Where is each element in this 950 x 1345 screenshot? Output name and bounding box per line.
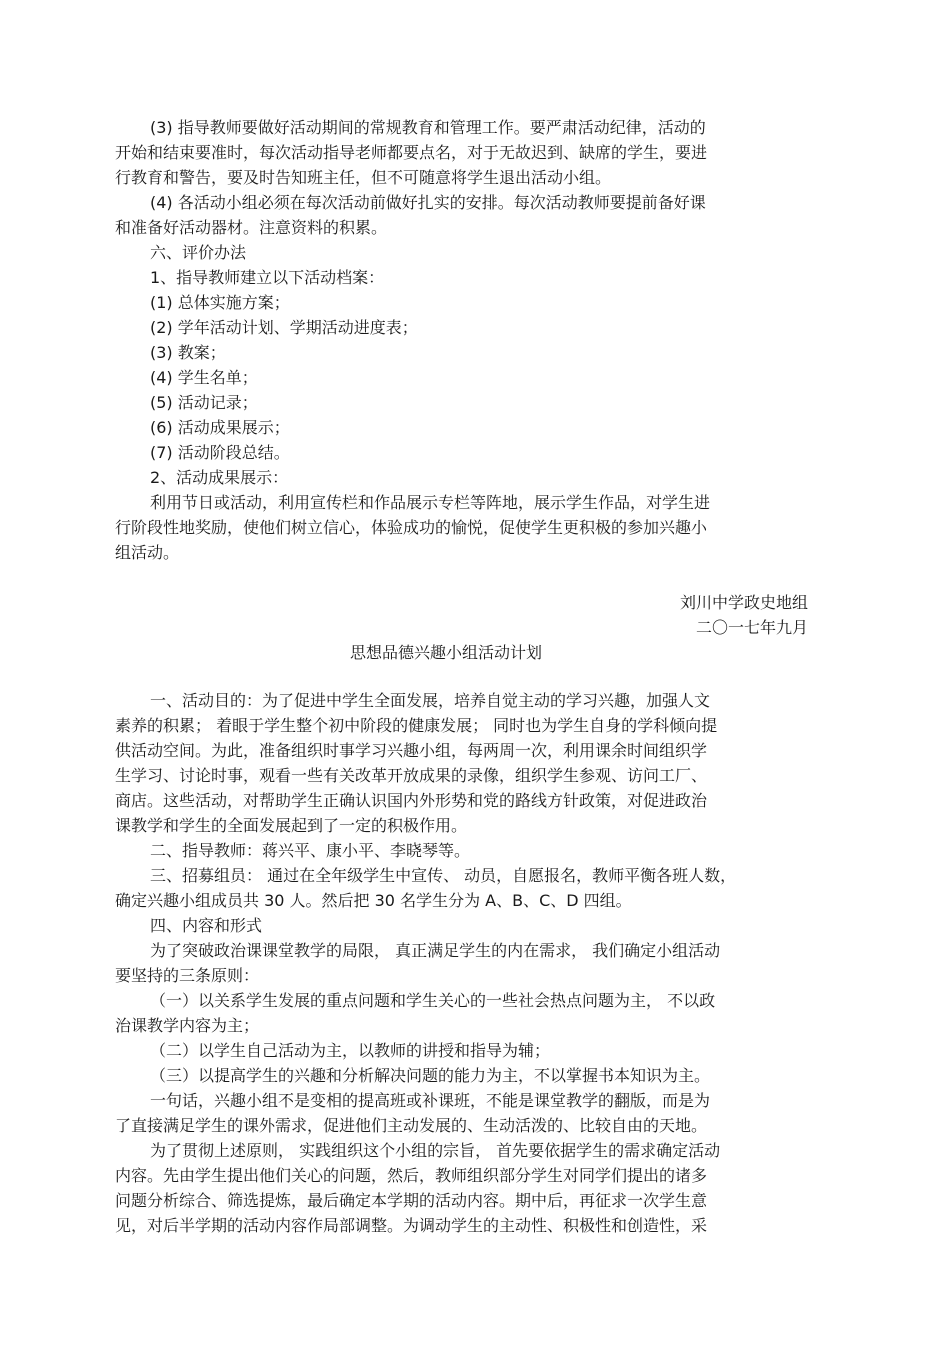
paragraph-line: 问题分析综合、筛选提炼，最后确定本学期的活动内容。期中后，再征求一次学生意 [115,1191,708,1210]
list-item: (6) 活动成果展示； [150,418,290,437]
signature-date: 二〇一七年九月 [695,618,808,637]
principle-item: （三）以提高学生的兴趣和分析解决问题的能力为主，不以掌握书本知识为主。 [150,1066,711,1085]
paragraph-line: 1、指导教师建立以下活动档案： [150,268,385,287]
list-item: (1) 总体实施方案； [150,293,290,312]
paragraph-line: 课教学和学生的全面发展起到了一定的积极作用。 [115,816,468,835]
paragraph-line: 生学习、讨论时事，观看一些有关改革开放成果的录像，组织学生参观、访问工厂、 [115,766,708,785]
paragraph-line: (4) 各活动小组必须在每次活动前做好扎实的安排。每次活动教师要提前备好课 [150,193,706,212]
signature-org: 刘川中学政史地组 [679,593,808,612]
paragraph-line: 组活动。 [115,543,180,562]
list-item: (3) 教案； [150,343,226,362]
list-item: (7) 活动阶段总结。 [150,443,290,462]
paragraph-line: 治课教学内容为主； [115,1016,260,1035]
paragraph-line: 为了突破政治课课堂教学的局限， 真正满足学生的内在需求， 我们确定小组活动 [150,941,721,960]
paragraph-line: 供活动空间。为此，准备组织时事学习兴趣小组，每两周一次，利用课余时间组织学 [115,741,708,760]
paragraph-line: 行教育和警告，要及时告知班主任，但不可随意将学生退出活动小组。 [115,168,612,187]
paragraph-line: 见，对后半学期的活动内容作局部调整。为调动学生的主动性、积极性和创造性，采 [115,1216,708,1235]
paragraph-line: 开始和结束要准时，每次活动指导老师都要点名，对于无故迟到、缺席的学生，要进 [115,143,708,162]
paragraph-line: 行阶段性地奖励，使他们树立信心，体验成功的愉悦，促使学生更积极的参加兴趣小 [115,518,708,537]
section-heading: 四、内容和形式 [150,916,263,935]
paragraph-line: 了直接满足学生的课外需求，促进他们主动发展的、生动活泼的、比较自由的天地。 [115,1116,708,1135]
paragraph-line: 和准备好活动器材。注意资料的积累。 [115,218,388,237]
paragraph-line: 商店。这些活动，对帮助学生正确认识国内外形势和党的路线方针政策，对促进政治 [115,791,708,810]
list-item: (5) 活动记录； [150,393,258,412]
paragraph-line: 确定兴趣小组成员共 30 人。然后把 30 名学生分为 A、B、C、D 四组。 [115,891,632,910]
paragraph-line: 二、指导教师：蒋兴平、康小平、李晓琴等。 [150,841,471,860]
list-item: (4) 学生名单； [150,368,258,387]
list-item: (2) 学年活动计划、学期活动进度表； [150,318,418,337]
principle-item: （一）以关系学生发展的重点问题和学生关心的一些社会热点问题为主， 不以政 [150,991,716,1010]
paragraph-line: 要坚持的三条原则： [115,966,260,985]
document-title: 思想品德兴趣小组活动计划 [350,643,543,662]
paragraph-line: 一、活动目的：为了促进中学生全面发展，培养自觉主动的学习兴趣，加强人文 [150,691,711,710]
paragraph-line: 内容。先由学生提出他们关心的问题，然后，教师组织部分学生对同学们提出的诸多 [115,1166,708,1185]
paragraph-line: 素养的积累； 着眼于学生整个初中阶段的健康发展； 同时也为学生自身的学科倾向提 [115,716,718,735]
paragraph-line: 三、招募组员： 通过在全年级学生中宣传、 动员，自愿报名，教师平衡各班人数， [150,866,737,885]
paragraph-line: 为了贯彻上述原则， 实践组织这个小组的宗旨， 首先要依据学生的需求确定活动 [150,1141,721,1160]
principle-item: （二）以学生自己活动为主，以教师的讲授和指导为辅； [150,1041,551,1060]
paragraph-line: 一句话，兴趣小组不是变相的提高班或补课班，不能是课堂教学的翻版，而是为 [150,1091,711,1110]
paragraph-line: (3) 指导教师要做好活动期间的常规教育和管理工作。要严肃活动纪律，活动的 [150,118,706,137]
paragraph-line: 2、活动成果展示： [150,468,289,487]
paragraph-line: 利用节日或活动，利用宣传栏和作品展示专栏等阵地，展示学生作品，对学生进 [150,493,711,512]
section-heading: 六、评价办法 [150,243,247,262]
